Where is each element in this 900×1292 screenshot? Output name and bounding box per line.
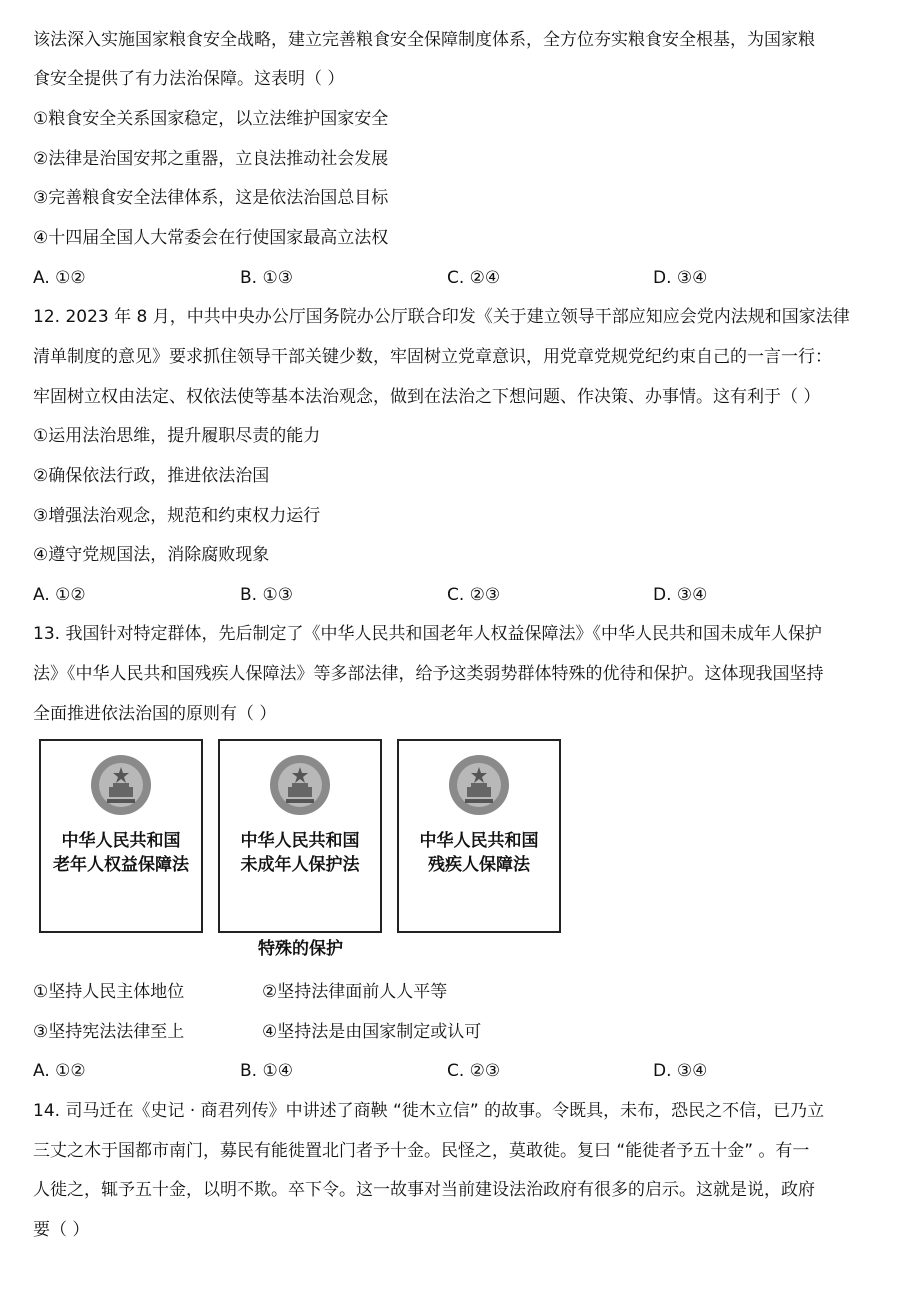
book-title-line2: 残疾人保障法 (428, 855, 530, 875)
q12-option-a: A. ①② (33, 585, 86, 605)
q12-stem-line2: 清单制度的意见》要求抓住领导干部关键少数，牢固树立党章意识，用党章党规党纪约束自己的一言一行： (33, 347, 832, 367)
q11-stem-line1: 该法深入实施国家粮食安全战略，建立完善粮食安全保障制度体系，全方位夯实粮食安全根基，为国家粮 (33, 30, 815, 50)
q14-stem-line1: 14. 司马迁在《史记 · 商君列传》中讲述了商鞅 “徙木立信” 的故事。令既具，未布，恐民之不信，已乃立 (33, 1101, 825, 1121)
q13-statement-2: ②坚持法律面前人人平等 (262, 982, 448, 1002)
national-emblem-icon (447, 753, 511, 817)
q11-option-d: D. ③④ (653, 268, 708, 288)
national-emblem-icon (268, 753, 332, 817)
law-book-elderly (39, 739, 203, 933)
q12-option-d: D. ③④ (653, 585, 708, 605)
national-emblem-icon (89, 753, 153, 817)
q13-statement-4: ④坚持法是由国家制定或认可 (262, 1022, 482, 1042)
book-title-line1: 中华人民共和国 (419, 831, 539, 851)
q14-stem-line4: 要（ ） (33, 1220, 90, 1240)
q13-option-b: B. ①④ (240, 1061, 293, 1081)
q13-stem-line2: 法》《中华人民共和国残疾人保障法》等多部法律，给予这类弱势群体特殊的优待和保护。这体现我国坚持 (33, 664, 824, 684)
q13-option-a: A. ①② (33, 1061, 86, 1081)
law-book-minors (218, 739, 382, 933)
q13-statement-3: ③坚持宪法法律至上 (33, 1022, 185, 1042)
q11-statement-2: ②法律是治国安邦之重器，立良法推动社会发展 (33, 149, 389, 169)
q12-option-b: B. ①③ (240, 585, 293, 605)
q12-statement-2: ②确保依法行政，推进依法治国 (33, 466, 270, 486)
q14-stem-line3: 人徙之，辄予五十金，以明不欺。卒下令。这一故事对当前建设法治政府有很多的启示。这就是说，政府 (33, 1180, 815, 1200)
q13-stem-line1: 13. 我国针对特定群体，先后制定了《中华人民共和国老年人权益保障法》《中华人民共和国未成年人保护 (33, 624, 822, 644)
q11-option-b: B. ①③ (240, 268, 293, 288)
q12-statement-4: ④遵守党规国法，消除腐败现象 (33, 545, 270, 565)
book-title-line2: 未成年人保护法 (240, 855, 360, 875)
q12-statement-1: ①运用法治思维，提升履职尽责的能力 (33, 426, 321, 446)
q11-option-c: C. ②④ (447, 268, 501, 288)
q13-option-d: D. ③④ (653, 1061, 708, 1081)
q12-option-c: C. ②③ (447, 585, 501, 605)
image-caption: 特殊的保护 (258, 939, 343, 959)
book-title-line1: 中华人民共和国 (240, 831, 360, 851)
q13-statement-1: ①坚持人民主体地位 (33, 982, 185, 1002)
q11-statement-1: ①粮食安全关系国家稳定，以立法维护国家安全 (33, 109, 389, 129)
book-title-line2: 老年人权益保障法 (53, 855, 189, 875)
q13-stem-line3: 全面推进依法治国的原则有（ ） (33, 704, 277, 724)
q11-statement-3: ③完善粮食安全法律体系，这是依法治国总目标 (33, 188, 389, 208)
q11-stem-line2: 食安全提供了有力法治保障。这表明（ ） (33, 69, 345, 89)
q12-stem-line1: 12. 2023 年 8 月，中共中央办公厅国务院办公厅联合印发《关于建立领导干部应知应会党内法规和国家法律 (33, 307, 850, 327)
q14-stem-line2: 三丈之木于国都市南门，募民有能徙置北门者予十金。民怪之，莫敢徙。复曰 “能徙者予五十金” 。有一 (33, 1141, 810, 1161)
law-book-disabled (397, 739, 561, 933)
book-title-line1: 中华人民共和国 (61, 831, 181, 851)
q11-statement-4: ④十四届全国人大常委会在行使国家最高立法权 (33, 228, 389, 248)
q11-option-a: A. ①② (33, 268, 86, 288)
q12-statement-3: ③增强法治观念，规范和约束权力运行 (33, 506, 321, 526)
q12-stem-line3: 牢固树立权由法定、权依法使等基本法治观念，做到在法治之下想问题、作决策、办事情。这有利于（ ） (33, 387, 821, 407)
q13-option-c: C. ②③ (447, 1061, 501, 1081)
